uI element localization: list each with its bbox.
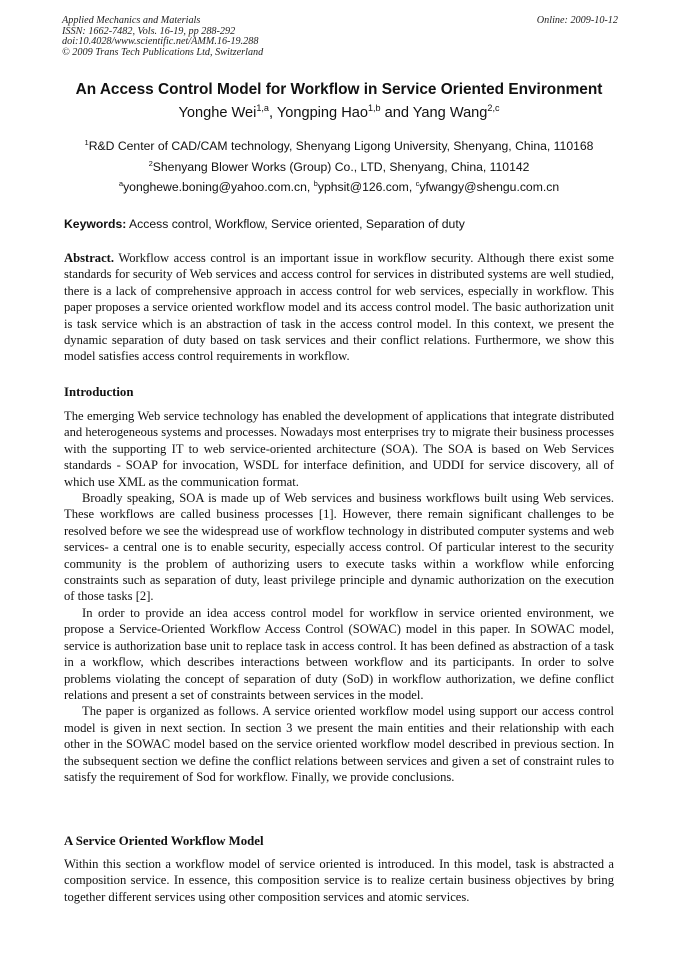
affiliation-1 (0, 139, 678, 154)
author-name: Yang Wang (412, 105, 488, 121)
paragraph: Within this section a workflow model of service oriented is introduced. In this model, task is abstracted a composition service. In essence, this composition service is to realize certain business objectives by bring together different services using other composition services and atomic services. (64, 857, 614, 904)
paragraph: In order to provide an idea access control model for workflow in service oriented environment, we propose a Service-Oriented Workflow Access Control (SOWAC) model in this paper. In SOWAC model, service is authorization base unit to replace task in access control. It has been defined as abstraction of a task in a workflow, which describes interactions between workflow and its participants. In order to solve problems violating the concept of separation of duty (SoD) in workflow authorization, we define conflict relations and present a set of constraints between services in the model. (64, 605, 614, 702)
paragraph: Broadly speaking, SOA is made up of Web services and business workflows built using Web services. These workflows are called business processes [1]. However, there remain significant challenges to be resolved before we see the widespread use of workflow technology in distributed computer systems and web services- a central one is to enable security, especially access control. Of particular interest to the security community is the problem of authorizing users to execute tasks within a workflow while enforcing constraints such as separation of duty, least privilege principle and dynamic authorization on the execution of those tasks [2]. (64, 491, 614, 604)
abstract-text: Workflow access control is an important issue in workflow security. Although there exist some standards for security of Web services and access control for services in distributed systems are well studied, there is a lack of comprehensive approach in access control for web services, especially in workflow. This paper proposes a service oriented workflow model and its access control model. The basic authorization unit is task service which is an abstraction of task in the access control model. In this context, we present the dynamic separation of duty based on task services and their conflict relations. Furthermore, we show this model satisfies access control requirements in workflow. (64, 251, 618, 364)
author-superscript: 1,b (368, 103, 381, 114)
keywords (64, 217, 624, 232)
author-superscript: 2,c (487, 103, 500, 114)
abstract (64, 250, 618, 365)
online-date: Online: 2009-10-12 (536, 15, 618, 26)
journal-doi: doi:10.4028/www.scientific.net/AMM.16-19.288 (62, 36, 259, 48)
section-heading-introduction: Introduction (64, 385, 134, 399)
affiliation-superscript: 1 (84, 137, 89, 147)
paragraph: The emerging Web service technology has enabled the development of applications that integrate distributed and heterogeneous systems and processes. Nowadays most enterprises try to migrate their business processes with the supporting IT to web service-oriented architecture (SOA). The SOA is based on Web Services standards - SOAP for invocation, WSDL for interface definition, and UDDI for service discovery, all of which use XML as the communication format. (64, 409, 614, 489)
journal-header (62, 16, 618, 58)
author-email[interactable]: yphsit@126.com, (317, 180, 416, 194)
keywords-text: Access control, Workflow, Service oriented, Separation of duty (126, 217, 465, 231)
journal-copyright: © 2009 Trans Tech Publications Ltd, Switzerland (62, 46, 264, 58)
email-superscript: b (313, 178, 318, 188)
journal-name: Applied Mechanics and Materials (62, 15, 201, 26)
affiliation-superscript: 2 (148, 158, 153, 168)
author-emails (0, 180, 678, 195)
author-separator: and (380, 105, 413, 121)
workflow-model-body (64, 856, 614, 905)
section-heading-workflow-model: A Service Oriented Workflow Model (64, 834, 264, 848)
author-separator: , (268, 105, 277, 121)
journal-issn: ISSN: 1662-7482, Vols. 16-19, pp 288-292 (62, 25, 236, 37)
keywords-label: Keywords: (64, 217, 127, 231)
author-email[interactable]: yonghewe.boning@yahoo.com.cn, (123, 180, 314, 194)
paper-title: An Access Control Model for Workflow in Service Oriented Environment (75, 81, 603, 98)
abstract-label: Abstract. (64, 251, 115, 265)
email-superscript: a (118, 178, 124, 188)
author-name: Yonghe Wei (178, 105, 257, 121)
affiliation-2 (0, 160, 678, 175)
email-superscript: c (415, 178, 420, 188)
paragraph: The paper is organized as follows. A service oriented workflow model using support our access control model is given in next section. In section 3 we present the main entities and their relationship with each other in the SOWAC model based on the service oriented workflow model described in previous section. In the subsequent section we define the conflict relations between services and given a set of constraint rules to satisfy the requirement of Sod for workflow. Finally, we provide conclusions. (64, 704, 614, 784)
author-list (0, 104, 678, 122)
author-superscript: 1,a (256, 103, 269, 114)
author-name: Yongping Hao (276, 105, 368, 121)
author-email[interactable]: yfwangy@shengu.com.cn (419, 180, 560, 194)
affiliation-text: R&D Center of CAD/CAM technology, Shenyang Ligong University, Shenyang, China, 110168 (88, 139, 594, 153)
introduction-body (64, 408, 614, 785)
abstract-paragraph (64, 250, 618, 365)
affiliation-text: Shenyang Blower Works (Group) Co., LTD, Shenyang, China, 110142 (152, 160, 530, 174)
